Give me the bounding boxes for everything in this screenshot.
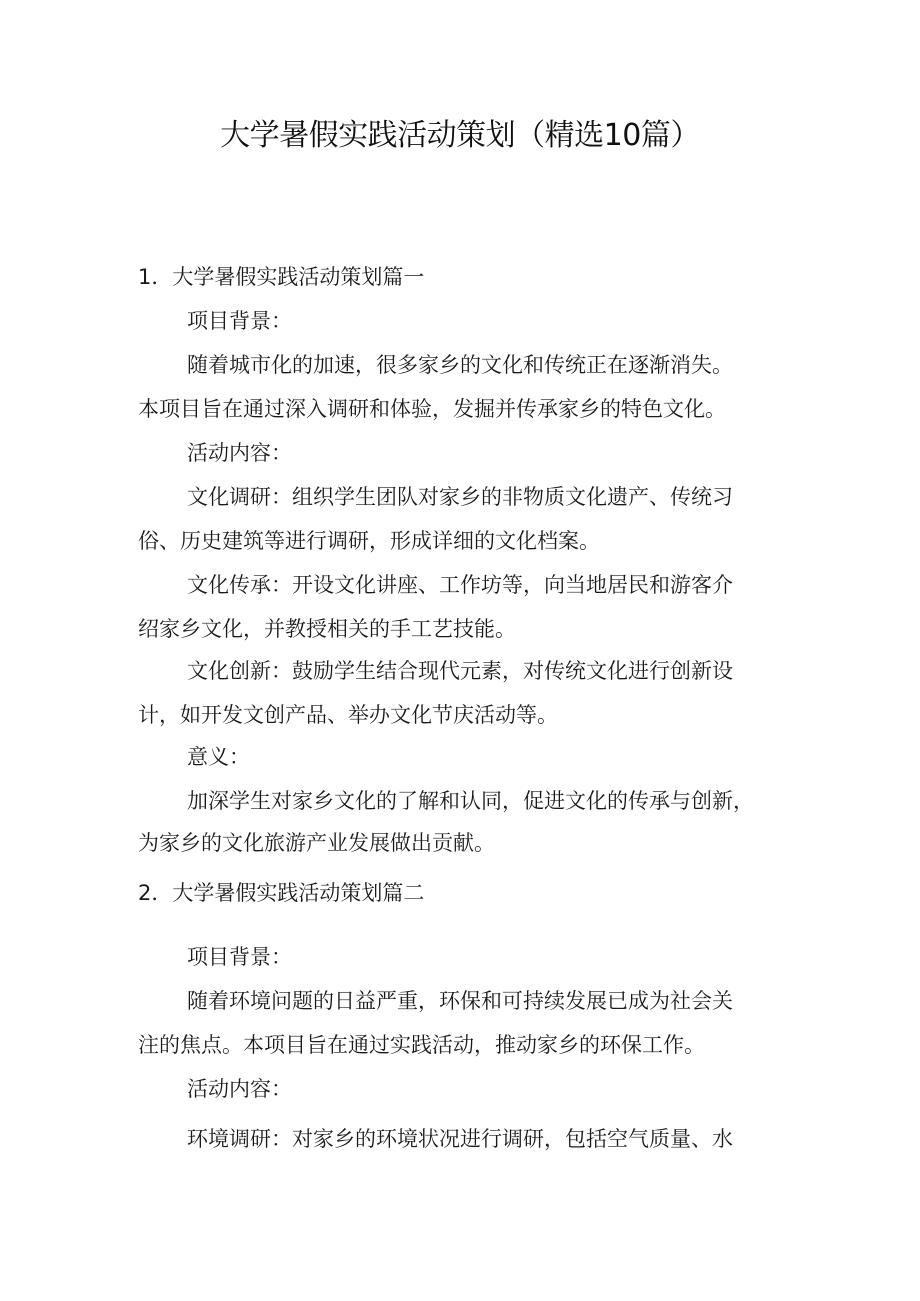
section-1-heading: 1．大学暑假实践活动策划篇一: [138, 265, 425, 289]
section-1-background-text: 随着城市化的加速，很多家乡的文化和传统正在逐渐消失。: [187, 353, 733, 377]
section-2-background-text-cont: 注的焦点。本项目旨在通过实践活动，推动家乡的环保工作。: [138, 1033, 705, 1057]
section-1-item-3-cont: 计，如开发文创产品、举办文化节庆活动等。: [138, 703, 558, 727]
section-2-content-label: 活动内容：: [187, 1077, 292, 1101]
section-1-meaning-text-cont: 为家乡的文化旅游产业发展做出贡献。: [138, 831, 495, 855]
document-title: 大学暑假实践活动策划（精选10篇）: [220, 118, 700, 153]
section-1-meaning-label: 意义：: [187, 745, 250, 769]
section-1-item-1-cont: 俗、历史建筑等进行调研，形成详细的文化档案。: [138, 529, 600, 553]
section-1-item-2-cont: 绍家乡文化，并教授相关的手工艺技能。: [138, 617, 516, 641]
section-1-item-2: 文化传承：开设文化讲座、工作坊等，向当地居民和游客介: [187, 573, 733, 597]
section-1-meaning-text: 加深学生对家乡文化的了解和认同，促进文化的传承与创新，: [187, 789, 754, 813]
section-1-background-label: 项目背景：: [187, 309, 292, 333]
section-2-background-label: 项目背景：: [187, 945, 292, 969]
section-1-item-3: 文化创新：鼓励学生结合现代元素，对传统文化进行创新设: [187, 659, 733, 683]
section-1-content-label: 活动内容：: [187, 441, 292, 465]
section-1-background-text-cont: 本项目旨在通过深入调研和体验，发掘并传承家乡的特色文化。: [138, 397, 726, 421]
section-2-background-text: 随着环境问题的日益严重，环保和可持续发展已成为社会关: [187, 989, 733, 1013]
section-2-heading: 2．大学暑假实践活动策划篇二: [138, 881, 425, 905]
section-1-item-1: 文化调研：组织学生团队对家乡的非物质文化遗产、传统习: [187, 485, 733, 509]
section-2-item-1: 环境调研：对家乡的环境状况进行调研，包括空气质量、水: [187, 1127, 733, 1151]
